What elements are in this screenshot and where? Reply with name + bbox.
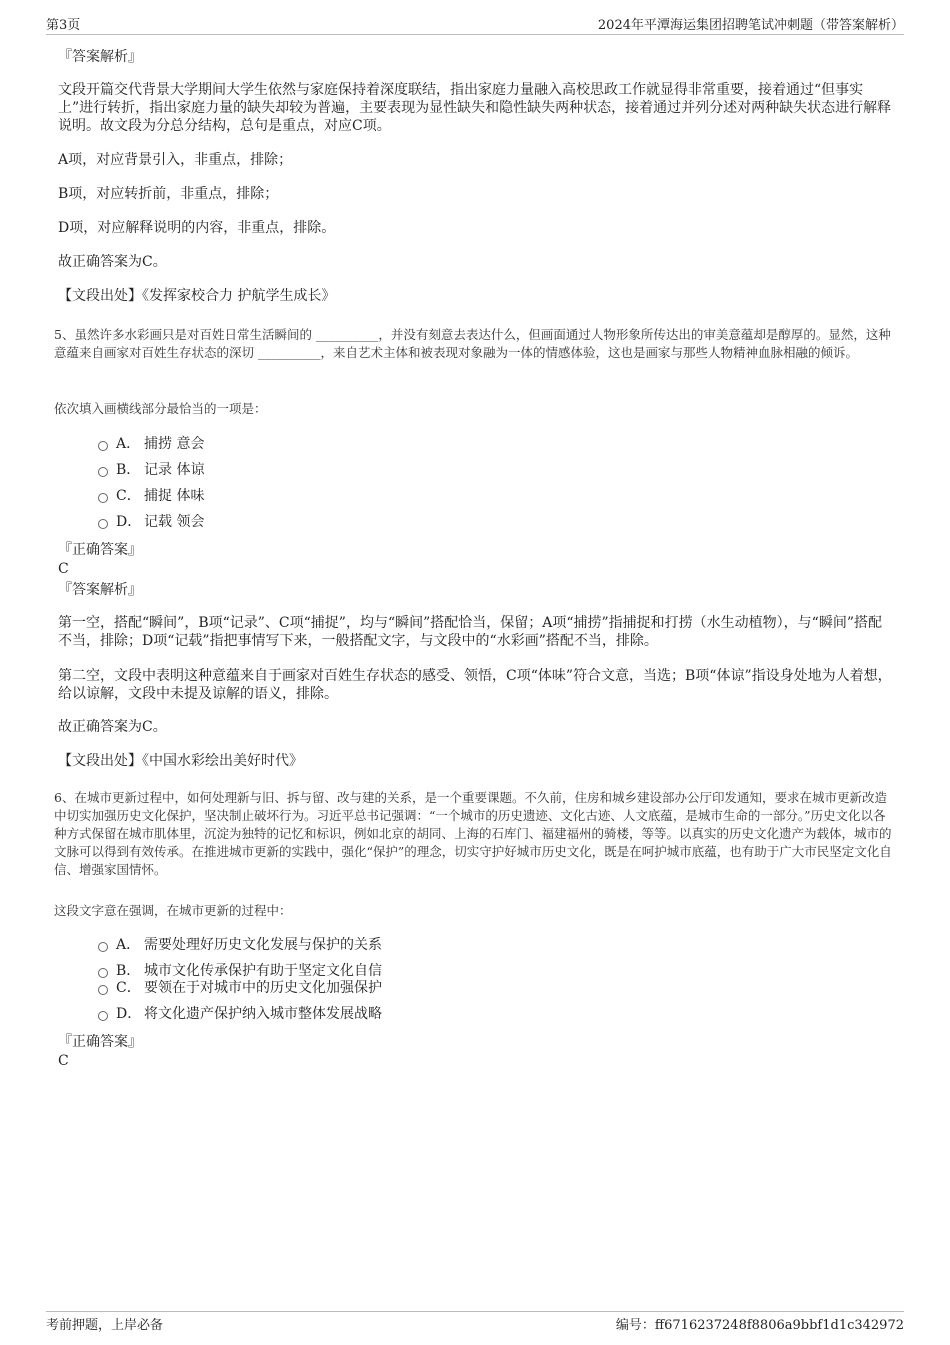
option-key: D． (116, 1006, 142, 1022)
q5-stem: 5、虽然许多水彩画只是对百姓日常生活瞬间的 __________，并没有刻意去表达什么，但画面通过人物形象所传达出的审美意蕴却是醇厚的。显然，这种意蕴来自画家对百姓生存状态的深切 __________，来自艺术主体和被表现对象融为一体的情感体验，这也是画家与那些人物精神血脉相融的倾诉。 (54, 327, 891, 360)
q6-option-a[interactable] (98, 936, 382, 954)
footer-slogan: 考前押题，上岸必备 (46, 1318, 164, 1333)
q6-option-c[interactable] (98, 979, 382, 997)
radio-icon[interactable] (98, 968, 108, 978)
q5-analysis-paragraph-2: 第二空，文段中表明这种意蕴来自于画家对百姓生存状态的感受、领悟，C项“体味”符合文意，当选；B项“体谅”指设身处地为人着想，给以谅解，文段中未提及谅解的语义，排除。 (58, 668, 892, 702)
page-header (46, 14, 904, 35)
option-text: 捕捞 意会 (144, 436, 205, 452)
q6-answer: C (58, 1053, 69, 1069)
q4-source: 【文段出处】《发挥家校合力 护航学生成长》 (58, 288, 336, 304)
option-key: C． (116, 488, 141, 504)
option-text: 记载 领会 (144, 514, 205, 530)
option-text: 城市文化传承保护有助于坚定文化自信 (144, 963, 382, 979)
q5-option-d[interactable] (98, 513, 204, 531)
radio-icon[interactable] (98, 1011, 108, 1021)
option-key: B． (116, 462, 141, 478)
radio-icon[interactable] (98, 467, 108, 477)
q4-analysis-label: 『答案解析』 (58, 49, 142, 65)
option-text: 记录 体谅 (144, 462, 205, 478)
option-key: D． (116, 514, 142, 530)
q4-option-d-note: D项，对应解释说明的内容，非重点，排除。 (58, 220, 336, 236)
option-text: 要领在于对城市中的历史文化加强保护 (144, 980, 382, 996)
radio-icon[interactable] (98, 441, 108, 451)
q5-analysis-paragraph-1: 第一空，搭配“瞬间”，B项“记录”、C项“捕捉”，均与“瞬间”搭配恰当，保留；A项“捕捞”指捕捉和打捞（水生动植物），与“瞬间”搭配不当，排除；D项“记载”指把事情写下来，一般搭配文字，与文段中的“水彩画”搭配不当，排除。 (58, 615, 882, 649)
q5-answer: C (58, 561, 69, 577)
option-key: B． (116, 963, 141, 979)
radio-icon[interactable] (98, 942, 108, 952)
q6-prompt: 这段文字意在强调，在城市更新的过程中： (54, 903, 292, 918)
page-number: 第3页 (46, 18, 81, 33)
option-text: 将文化遗产保护纳入城市整体发展战略 (144, 1006, 382, 1022)
q5-conclusion: 故正确答案为C。 (58, 719, 167, 735)
q5-prompt: 依次填入画横线部分最恰当的一项是： (54, 401, 267, 416)
option-key: A． (116, 937, 141, 953)
radio-icon[interactable] (98, 519, 108, 529)
q4-option-a-note: A项，对应背景引入，非重点，排除； (58, 152, 293, 168)
page-footer (46, 1311, 904, 1334)
q5-answer-label: 『正确答案』 (58, 542, 142, 558)
q5-option-b[interactable] (98, 461, 204, 479)
option-text: 需要处理好历史文化发展与保护的关系 (144, 937, 382, 953)
q6-option-d[interactable] (98, 1005, 382, 1023)
option-key: C． (116, 980, 141, 996)
q5-analysis-label: 『答案解析』 (58, 582, 142, 598)
option-key: A． (116, 436, 141, 452)
q4-analysis-paragraph: 文段开篇交代背景大学期间大学生依然与家庭保持着深度联结，指出家庭力量融入高校思政工作就显得非常重要，接着通过“但事实上”进行转折，指出家庭力量的缺失却较为普遍，主要表现为显性缺失和隐性缺失两种状态，接着通过并列分述对两种缺失状态进行解释说明。故文段为分总分结构，总句是重点，对应C项。 (58, 82, 892, 134)
q5-option-c[interactable] (98, 487, 204, 505)
q4-option-b-note: B项，对应转折前，非重点，排除； (58, 186, 279, 202)
radio-icon[interactable] (98, 985, 108, 995)
radio-icon[interactable] (98, 493, 108, 503)
option-text: 捕捉 体味 (144, 488, 205, 504)
q4-conclusion: 故正确答案为C。 (58, 254, 167, 270)
document-code: 编号：ff6716237248f8806a9bbf1d1c342972 (615, 1318, 904, 1333)
q5-source: 【文段出处】《中国水彩绘出美好时代》 (58, 753, 303, 769)
document-title: 2024年平潭海运集团招聘笔试冲刺题（带答案解析） (597, 18, 904, 33)
q6-option-b[interactable] (98, 962, 382, 980)
q6-stem: 6、在城市更新过程中，如何处理新与旧、拆与留、改与建的关系，是一个重要课题。不久前，住房和城乡建设部办公厅印发通知，要求在城市更新改造中切实加强历史文化保护，坚决制止破坏行为。习近平总书记强调：“一个城市的历史遗迹、文化古迹、人文底蕴，是城市生命的一部分。”历史文化以各种方式保留在城市肌体里，沉淀为独特的记忆和标识，例如北京的胡同、上海的石库门、福建福州的骑楼，等等。以真实的历史文化遗产为载体，城市的文脉可以得到有效传承。在推进城市更新的实践中，强化“保护”的理念，切实守护好城市历史文化，既是在呵护城市底蕴，也有助于广大市民坚定文化自信、增强家国情怀。 (54, 790, 892, 877)
q6-answer-label: 『正确答案』 (58, 1034, 142, 1050)
q5-option-a[interactable] (98, 435, 204, 453)
